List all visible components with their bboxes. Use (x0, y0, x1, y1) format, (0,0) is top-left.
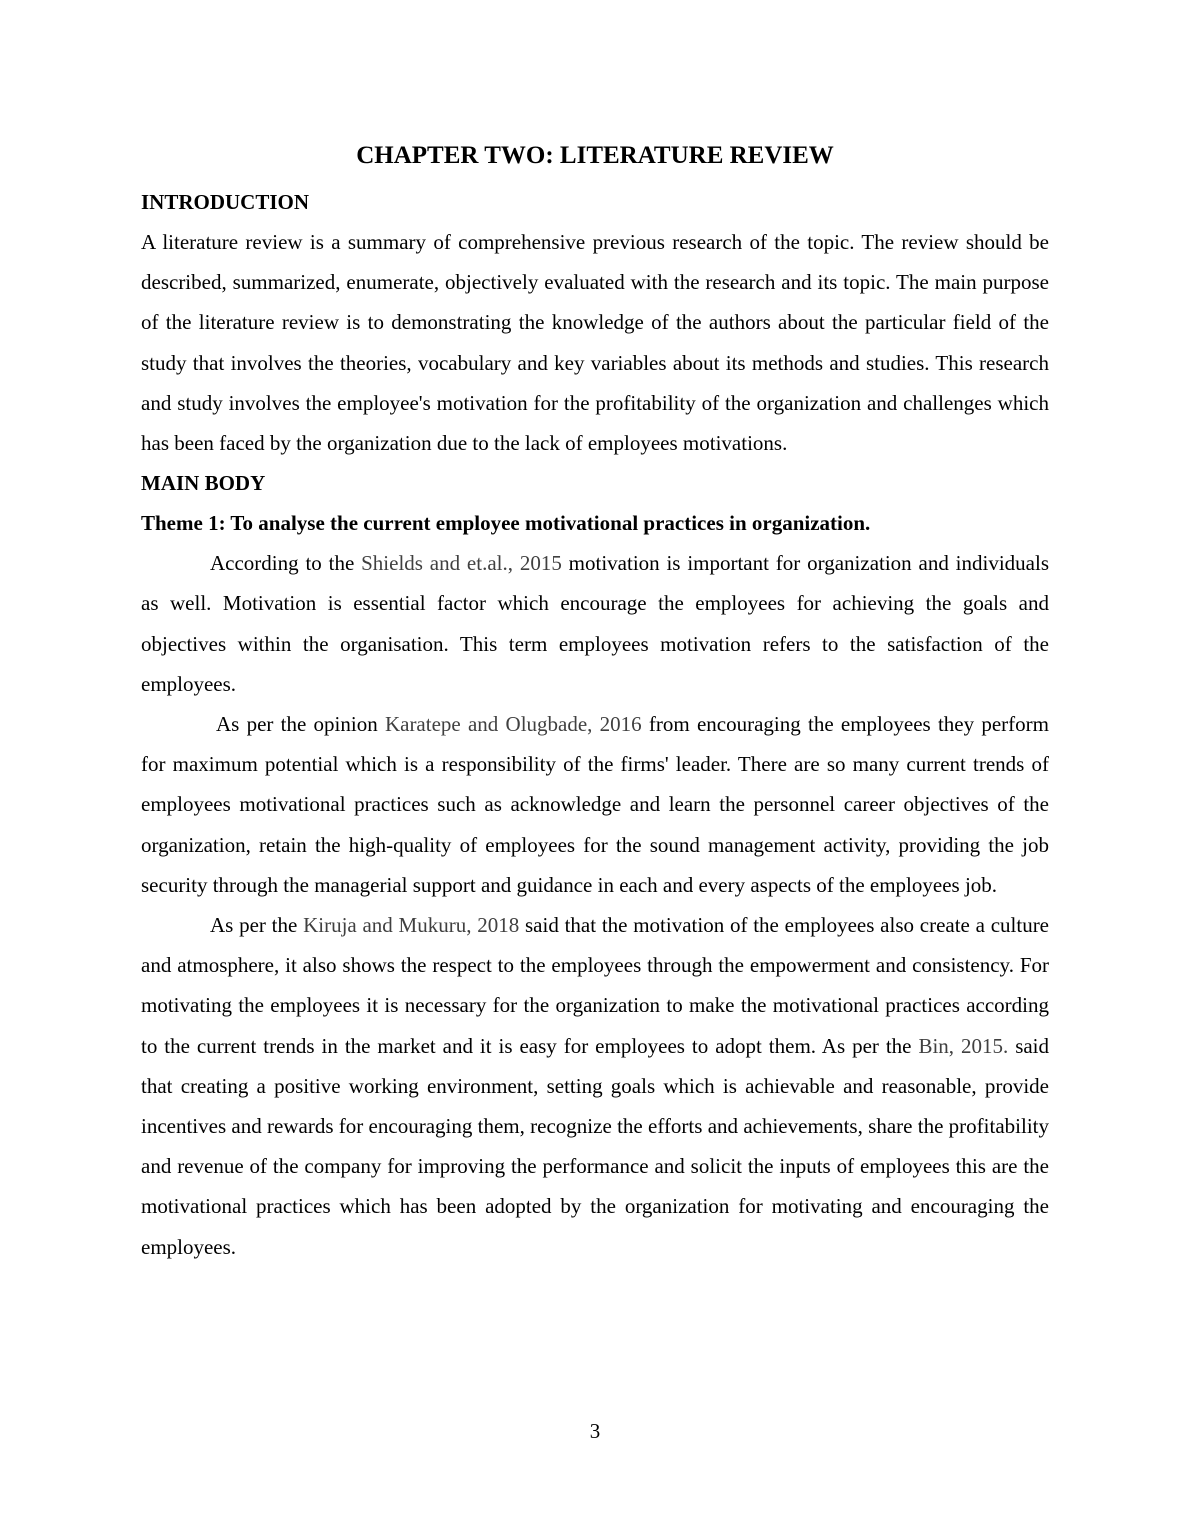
citation-karatepe: Karatepe and Olugbade, 2016 (384, 712, 642, 737)
paragraph-text: As per the (210, 913, 304, 938)
main-body-heading: MAIN BODY (141, 471, 266, 496)
citation-shields: Shields and et.al., 2015 (361, 551, 562, 576)
paragraph-kiruja (141, 905, 1049, 1267)
paragraph-text: According to the (210, 551, 362, 576)
paragraph-shields (141, 543, 1049, 704)
theme-1-heading: Theme 1: To analyse the current employee motivational practices in organization. (141, 511, 871, 536)
paragraph-text: As per the opinion (216, 712, 385, 737)
paragraph-text: from encouraging the employees they perform for maximum potential which is a responsibility of the firms' leader. There are so many current trends of employees motivational practices such as acknowledge and learn the personnel career objectives of the organization, retain the high-quality of employees for the sound management activity, providing the job security through the managerial support and guidance in each and every aspects of the employees job. (141, 712, 1049, 897)
paragraph-text: motivation is important for organization and individuals as well. Motivation is essential factor which encourage the employees for achieving the goals and objectives within the organisation. This term employees motivation refers to the satisfaction of the employees. (141, 551, 1049, 696)
introduction-paragraph: A literature review is a summary of comprehensive previous research of the topic. The review should be described, summarized, enumerate, objectively evaluated with the research and its topic. The main purpose of the literature review is to demonstrating the knowledge of the authors about the particular field of the study that involves the theories, vocabulary and key variables about its methods and studies. This research and study involves the employee's motivation for the profitability of the organization and challenges which has been faced by the organization due to the lack of employees motivations. (141, 230, 1049, 456)
introduction-heading: INTRODUCTION (141, 190, 310, 214)
document-page (141, 138, 1049, 1267)
paragraph-text: said that creating a positive working environment, setting goals which is achievable and reasonable, provide incentives and rewards for encouraging them, recognize the efforts and achievements, share the profitability and revenue of the company for improving the performance and solicit the inputs of employees this are the motivational practices which has been adopted by the organization for motivating and encouraging the employees. (141, 1033, 1050, 1259)
citation-bin: Bin, 2015. (918, 1033, 1009, 1058)
citation-kiruja: Kiruja and Mukuru, 2018 (303, 913, 520, 938)
paragraph-karatepe (141, 704, 1049, 905)
page-number: 3 (589, 1419, 601, 1443)
paragraph-text: said that the motivation of the employees also create a culture and atmosphere, it also shows the respect to the employees through the empowerment and consistency. For motivating the employees it is necessary for the organization to make the motivational practices according to the current trends in the market and it is easy for employees to adopt them. As per the (141, 913, 1050, 1058)
chapter-title: CHAPTER TWO: LITERATURE REVIEW (356, 142, 834, 169)
